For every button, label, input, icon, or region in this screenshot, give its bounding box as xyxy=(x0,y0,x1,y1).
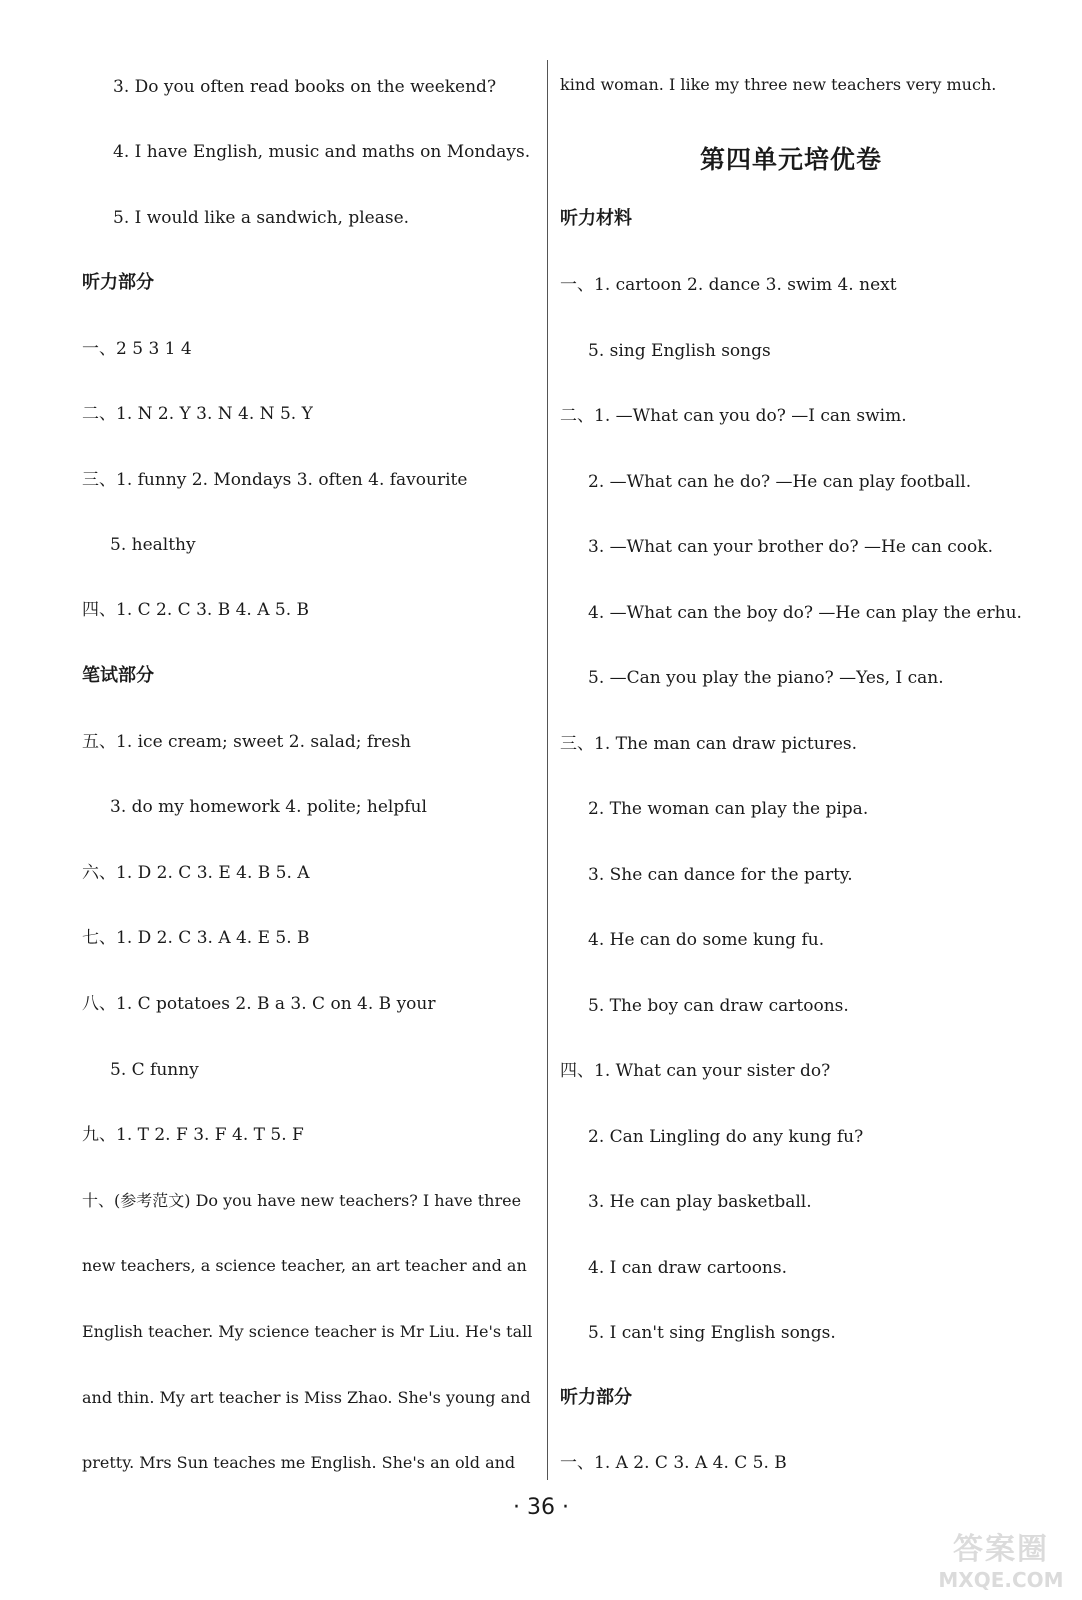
answer-line: 九、1. T 2. F 3. F 4. T 5. F xyxy=(82,1125,304,1145)
essay-line: kind woman. I like my three new teachers very much. xyxy=(560,75,997,94)
script-line: 3. —What can your brother do? —He can cook. xyxy=(588,537,993,557)
script-line: 5. The boy can draw cartoons. xyxy=(588,996,849,1016)
unit-title: 第四单元培优卷 xyxy=(700,145,883,174)
answer-line: 七、1. D 2. C 3. A 4. E 5. B xyxy=(82,928,310,948)
text-line: 4. I have English, music and maths on Mondays. xyxy=(113,142,531,162)
script-line: 5. I can't sing English songs. xyxy=(588,1323,836,1343)
section-heading-listening: 听力部分 xyxy=(82,272,154,293)
script-line: 一、1. cartoon 2. dance 3. swim 4. next xyxy=(560,275,897,295)
script-line: 5. —Can you play the piano? —Yes, I can. xyxy=(588,668,944,688)
script-line: 4. I can draw cartoons. xyxy=(588,1258,788,1278)
text-line: 3. Do you often read books on the weekend? xyxy=(113,77,497,97)
text-line: 5. I would like a sandwich, please. xyxy=(113,208,410,228)
answer-line: 3. do my homework 4. polite; helpful xyxy=(110,797,427,817)
script-line: 2. Can Lingling do any kung fu? xyxy=(588,1127,864,1147)
essay-line: new teachers, a science teacher, an art teacher and an xyxy=(82,1256,527,1275)
answer-line: 五、1. ice cream; sweet 2. salad; fresh xyxy=(82,732,411,752)
answer-line: 三、1. funny 2. Mondays 3. often 4. favourite xyxy=(82,470,468,490)
watermark-url: MXQE.COM xyxy=(938,1568,1064,1592)
answer-line: 八、1. C potatoes 2. B a 3. C on 4. B your xyxy=(82,994,436,1014)
script-line: 4. He can do some kung fu. xyxy=(588,930,825,950)
script-line: 2. —What can he do? —He can play football. xyxy=(588,472,972,492)
column-divider xyxy=(547,60,548,1480)
answer-line: 5. healthy xyxy=(110,535,196,555)
essay-line: 十、(参考范文) Do you have new teachers? I have three xyxy=(82,1191,522,1210)
answer-line: 四、1. C 2. C 3. B 4. A 5. B xyxy=(82,600,310,620)
page-number: · 36 · xyxy=(513,1495,569,1520)
script-line: 3. She can dance for the party. xyxy=(588,865,853,885)
script-line: 5. sing English songs xyxy=(588,341,771,361)
watermark-logo xyxy=(926,1524,1076,1594)
watermark-text: 答案圈 xyxy=(953,1532,1049,1567)
answer-line: 5. C funny xyxy=(110,1060,199,1080)
answer-line: 一、1. A 2. C 3. A 4. C 5. B xyxy=(560,1453,787,1473)
script-line: 三、1. The man can draw pictures. xyxy=(560,734,858,754)
essay-line: pretty. Mrs Sun teaches me English. She's an old and xyxy=(82,1453,516,1472)
section-heading-listening: 听力部分 xyxy=(560,1387,632,1408)
section-heading-written: 笔试部分 xyxy=(82,665,154,686)
answer-line: 一、2 5 3 1 4 xyxy=(82,339,192,359)
script-line: 4. —What can the boy do? —He can play the erhu. xyxy=(588,603,1022,623)
script-line: 二、1. —What can you do? —I can swim. xyxy=(560,406,907,426)
script-line: 2. The woman can play the pipa. xyxy=(588,799,869,819)
script-line: 四、1. What can your sister do? xyxy=(560,1061,831,1081)
answer-line: 六、1. D 2. C 3. E 4. B 5. A xyxy=(82,863,310,883)
section-heading-script: 听力材料 xyxy=(560,208,632,229)
essay-line: and thin. My art teacher is Miss Zhao. She's young and xyxy=(82,1388,531,1407)
script-line: 3. He can play basketball. xyxy=(588,1192,812,1212)
essay-line: English teacher. My science teacher is Mr Liu. He's tall xyxy=(82,1322,533,1341)
answer-line: 二、1. N 2. Y 3. N 4. N 5. Y xyxy=(82,404,313,424)
